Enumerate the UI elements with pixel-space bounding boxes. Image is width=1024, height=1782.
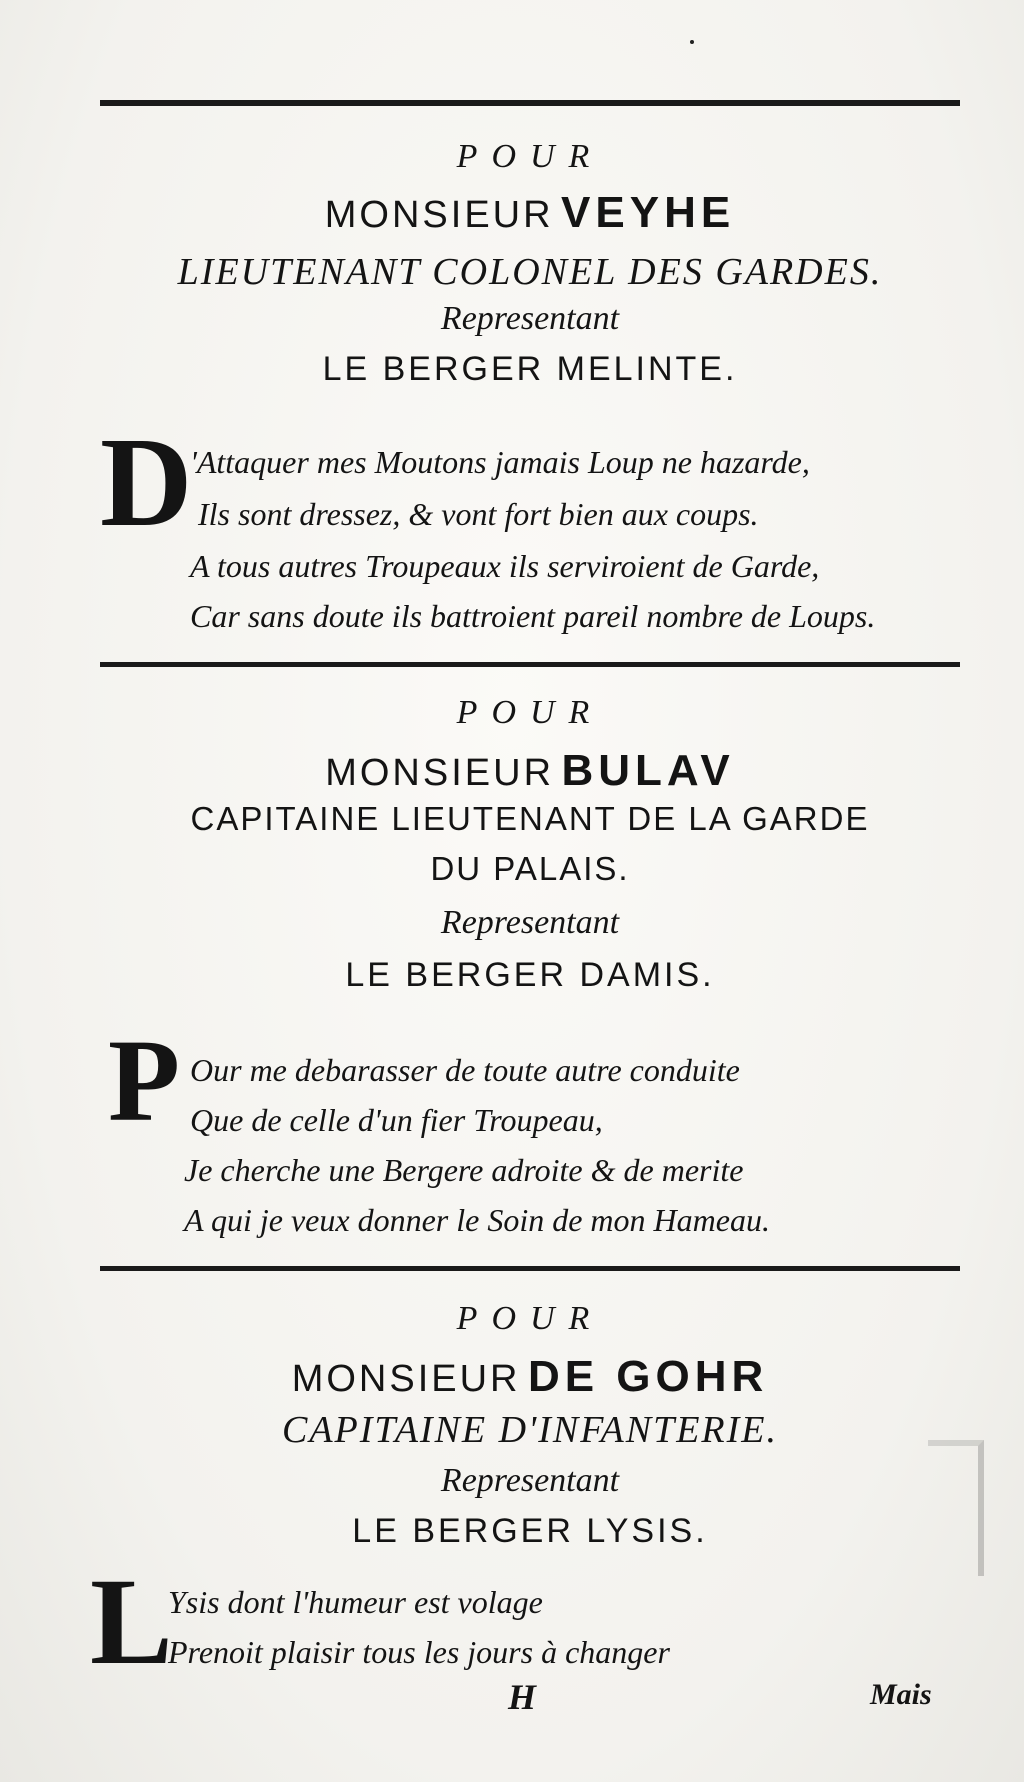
section-1-dropcap: D bbox=[100, 411, 193, 553]
section-divider-rule bbox=[100, 662, 960, 667]
section-2-rank-line-2: DU PALAIS. bbox=[430, 850, 630, 887]
section-3-verse-line-1: Ysis dont l'humeur est volage bbox=[168, 1584, 543, 1620]
section-2-dropcap: P bbox=[108, 1015, 181, 1146]
section-2-surname: BULAV bbox=[561, 746, 735, 795]
section-1-berger: LE BERGER MELINTE. bbox=[322, 350, 738, 388]
section-1-pour: POUR bbox=[456, 138, 604, 175]
catchword: Mais bbox=[870, 1678, 932, 1711]
section-divider-rule bbox=[100, 1266, 960, 1271]
section-1-representant: Representant bbox=[440, 300, 620, 337]
section-3-berger: LE BERGER LYSIS. bbox=[352, 1512, 708, 1550]
section-3-dropcap: L bbox=[90, 1553, 173, 1690]
section-2-berger: LE BERGER DAMIS. bbox=[345, 956, 715, 994]
section-divider-rule bbox=[100, 100, 960, 106]
bleed-through-shadow bbox=[928, 1440, 984, 1576]
section-1-rank: LIEUTENANT COLONEL DES GARDES. bbox=[177, 251, 883, 293]
section-3-rank: CAPITAINE D'INFANTERIE. bbox=[281, 1409, 779, 1451]
section-2-heading bbox=[100, 746, 960, 796]
section-2-verse-line-2: Que de celle d'un fier Troupeau, bbox=[190, 1102, 603, 1138]
section-3-monsieur: MONSIEUR bbox=[291, 1358, 521, 1400]
section-3-verse-line-2: Prenoit plaisir tous les jours à changer bbox=[168, 1634, 670, 1670]
section-1-surname: VEYHE bbox=[561, 188, 736, 237]
section-2-rank-line-1: CAPITAINE LIEUTENANT DE LA GARDE bbox=[190, 800, 870, 837]
section-1-verse-line-3: A tous autres Troupeaux ils serviroient de Garde, bbox=[190, 548, 820, 584]
section-1-verse-line-4: Car sans doute ils battroient pareil nombre de Loups. bbox=[190, 598, 876, 634]
section-3-surname: DE GOHR bbox=[527, 1352, 769, 1401]
section-1-verse-line-1: 'Attaquer mes Moutons jamais Loup ne hazarde, bbox=[190, 444, 810, 480]
section-3-heading bbox=[100, 1352, 960, 1402]
section-2-pour: POUR bbox=[456, 694, 604, 731]
section-2-monsieur: MONSIEUR bbox=[325, 752, 555, 794]
section-2-verse-line-4: A qui je veux donner le Soin de mon Hameau. bbox=[184, 1202, 770, 1238]
section-1-heading bbox=[100, 188, 960, 238]
section-2-representant: Representant bbox=[440, 904, 620, 941]
section-3-representant: Representant bbox=[440, 1462, 620, 1499]
section-2-verse-line-3: Je cherche une Bergere adroite & de merite bbox=[184, 1152, 744, 1188]
section-1-monsieur: MONSIEUR bbox=[324, 194, 554, 236]
section-3-pour: POUR bbox=[456, 1300, 604, 1337]
section-1-verse-line-2: Ils sont dressez, & vont fort bien aux coups. bbox=[198, 496, 759, 532]
ink-speck bbox=[690, 40, 694, 44]
section-2-verse-line-1: Our me debarasser de toute autre conduite bbox=[190, 1052, 740, 1088]
signature-mark: H bbox=[508, 1677, 537, 1717]
